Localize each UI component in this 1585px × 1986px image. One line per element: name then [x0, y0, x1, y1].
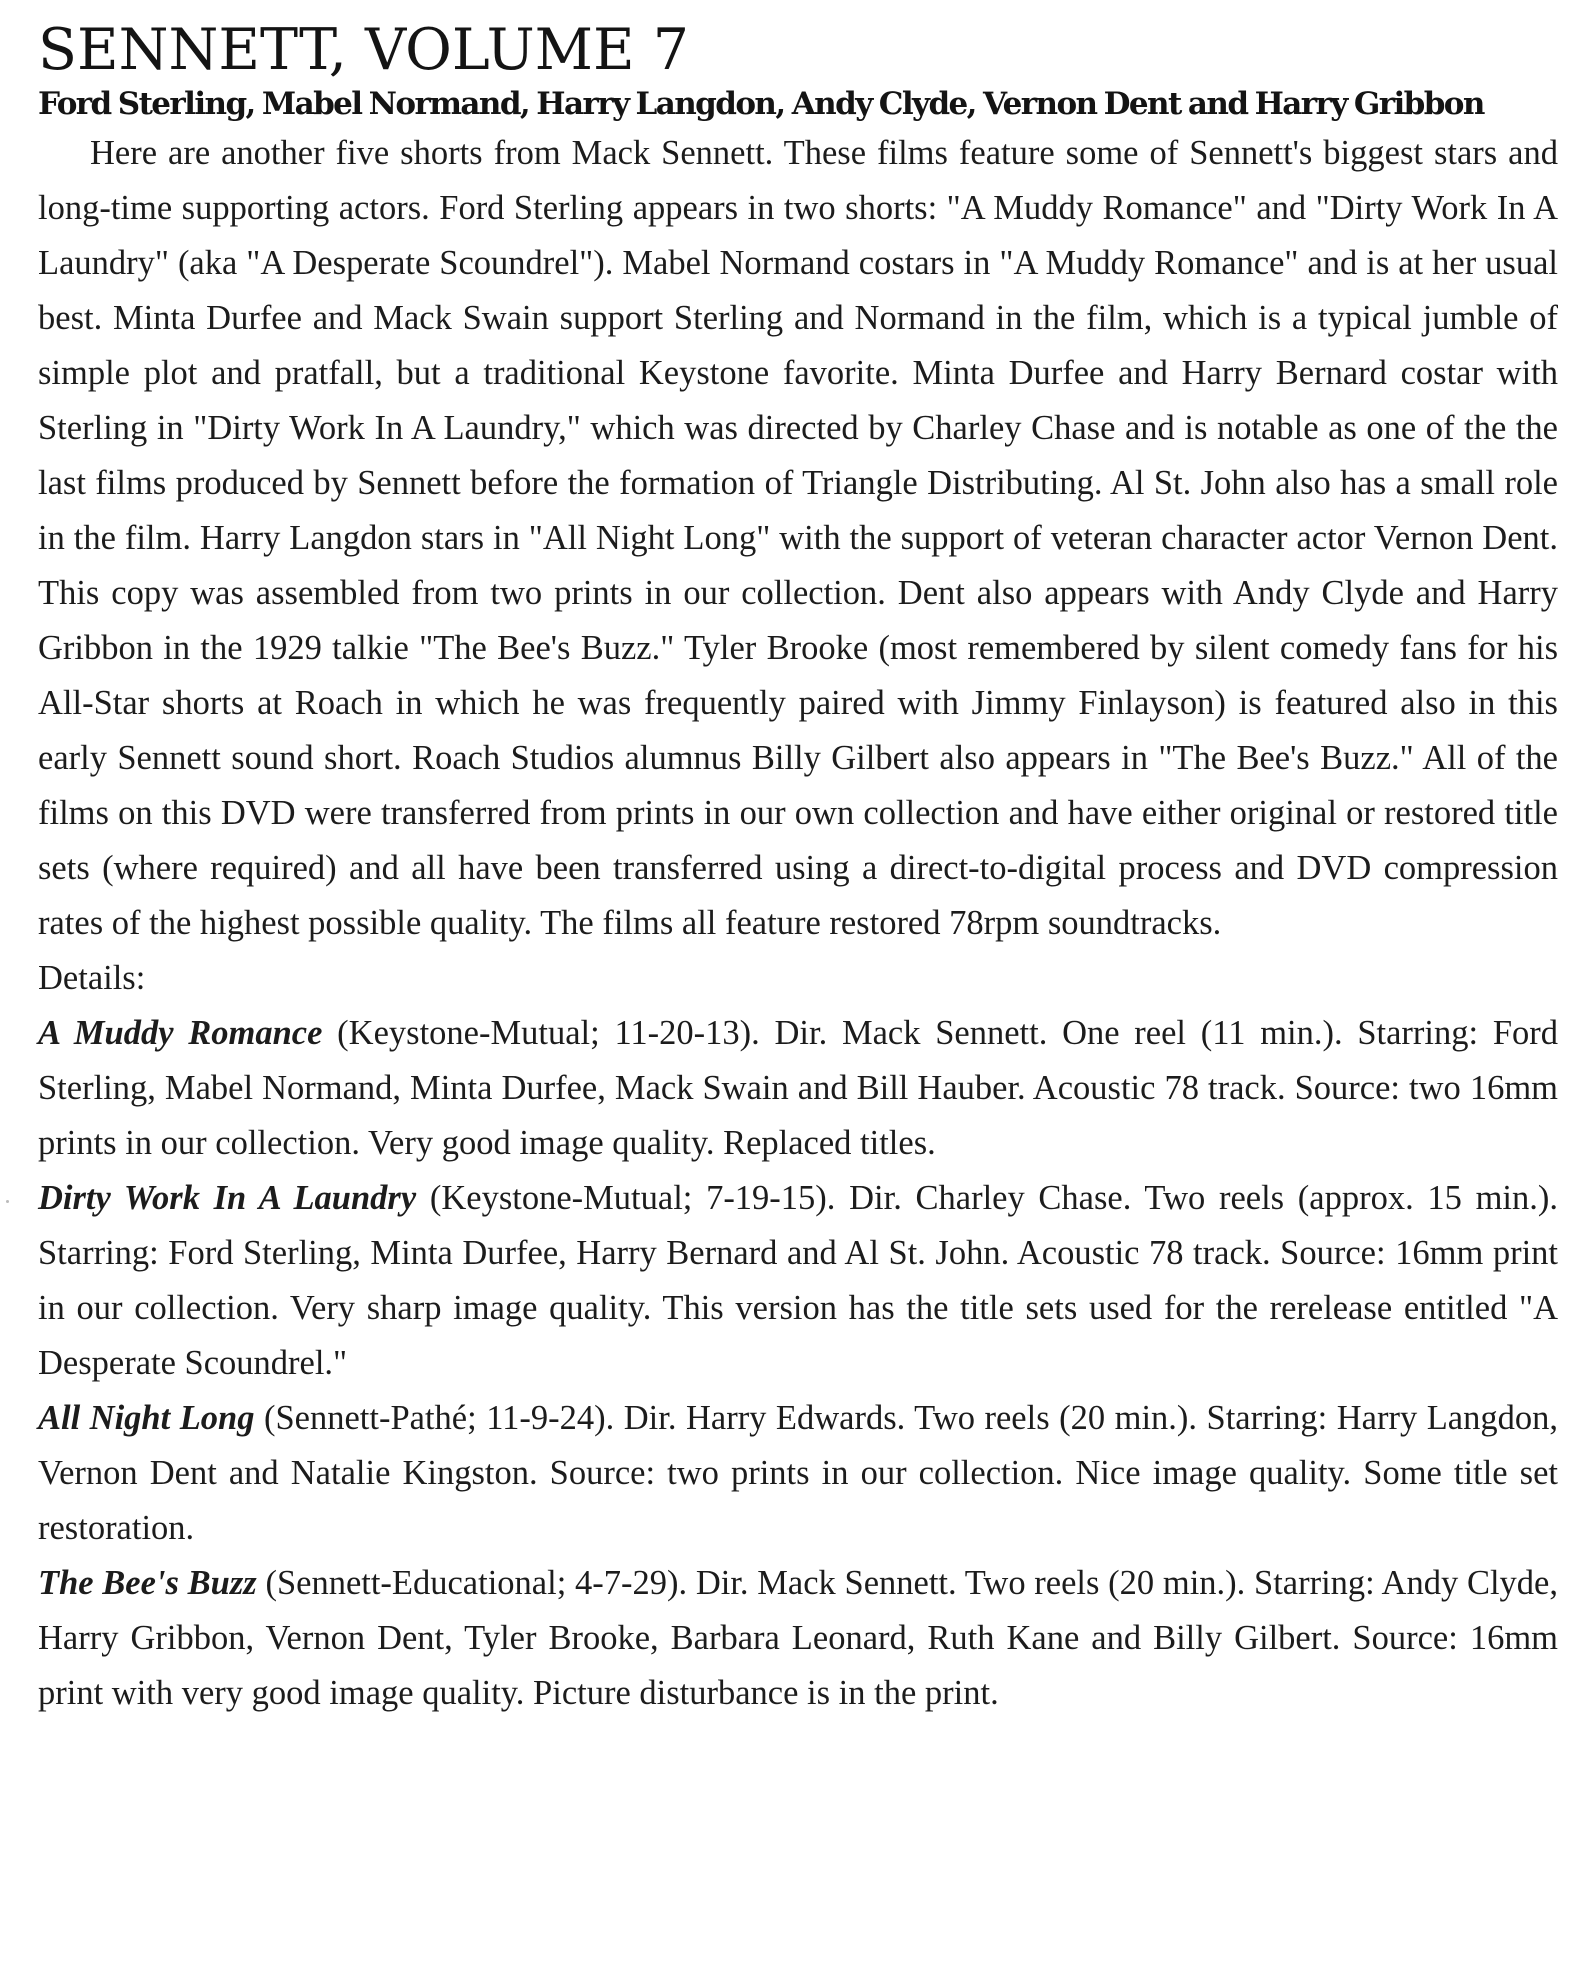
film-description: (Sennett-Pathé; 11-9-24). Dir. Harry Edwards. Two reels (20 min.). Starring: Harry Langdon, Vernon Dent and Natalie Kingston. Source: two prints in our collection. Nice image quality. Some title set restoration.	[38, 1399, 1558, 1547]
film-title: The Bee's Buzz	[38, 1564, 257, 1602]
film-description: (Sennett-Educational; 4-7-29). Dir. Mack Sennett. Two reels (20 min.). Starring: Andy Clyde, Harry Gribbon, Vernon Dent, Tyler Brooke, Barbara Leonard, Ruth Kane and Billy Gilbert. Source: 16mm print with very good image quality. Picture disturbance is in the print.	[38, 1564, 1558, 1712]
film-entry-muddy-romance	[38, 1006, 1558, 1171]
film-description: (Keystone-Mutual; 11-20-13). Dir. Mack Sennett. One reel (11 min.). Starring: Ford Sterling, Mabel Normand, Minta Durfee, Mack Swain and Bill Hauber. Acoustic 78 track. Source: two 16mm prints in our collection. Very good image quality. Replaced titles.	[38, 1014, 1558, 1162]
cast-subtitle: Ford Sterling, Mabel Normand, Harry Langdon, Andy Clyde, Vernon Dent and Harry Gribbon	[38, 86, 1484, 122]
page-title: SENNETT, VOLUME 7	[38, 17, 689, 83]
intro-paragraph: Here are another five shorts from Mack Sennett. These films feature some of Sennett's biggest stars and long-time supporting actors. Ford Sterling appears in two shorts: "A Muddy Romance" and "Dirty Work In A Laundry" (aka "A Desperate Scoundrel"). Mabel Normand costars in "A Muddy Romance" and is at her usual best. Minta Durfee and Mack Swain support Sterling and Normand in the film, which is a typical jumble of simple plot and pratfall, but a traditional Keystone favorite. Minta Durfee and Harry Bernard costar with Sterling in "Dirty Work In A Laundry," which was directed by Charley Chase and is notable as one of the the last films produced by Sennett before the formation of Triangle Distributing. Al St. John also has a small role in the film. Harry Langdon stars in "All Night Long" with the support of veteran character actor Vernon Dent. This copy was assembled from two prints in our collection. Dent also appears with Andy Clyde and Harry Gribbon in the 1929 talkie "The Bee's Buzz." Tyler Brooke (most remembered by silent comedy fans for his All-Star shorts at Roach in which he was frequently paired with Jimmy Finlayson) is featured also in this early Sennett sound short. Roach Studios alumnus Billy Gilbert also appears in "The Bee's Buzz." All of the films on this DVD were transferred from prints in our own collection and have either original or restored title sets (where required) and all have been transferred using a direct-to-digital process and DVD compression rates of the highest possible quality. The films all feature restored 78rpm soundtracks.	[38, 134, 1558, 942]
film-description: (Keystone-Mutual; 7-19-15). Dir. Charley Chase. Two reels (approx. 15 min.). Starring: Ford Sterling, Minta Durfee, Harry Bernard and Al St. John. Acoustic 78 track. Source: 16mm print in our collection. Very sharp image quality. This version has the title sets used for the rerelease entitled "A Desperate Scoundrel."	[38, 1179, 1558, 1382]
film-entry-dirty-work	[38, 1171, 1558, 1391]
details-label: Details:	[38, 959, 146, 997]
film-title: A Muddy Romance	[38, 1014, 323, 1052]
document-body	[38, 126, 1558, 1721]
film-entry-all-night-long	[38, 1391, 1558, 1556]
film-title: All Night Long	[38, 1399, 255, 1437]
film-entry-bees-buzz	[38, 1556, 1558, 1721]
document-page	[38, 18, 1558, 1721]
film-title: Dirty Work In A Laundry	[38, 1179, 417, 1217]
scan-speck	[6, 1200, 9, 1203]
